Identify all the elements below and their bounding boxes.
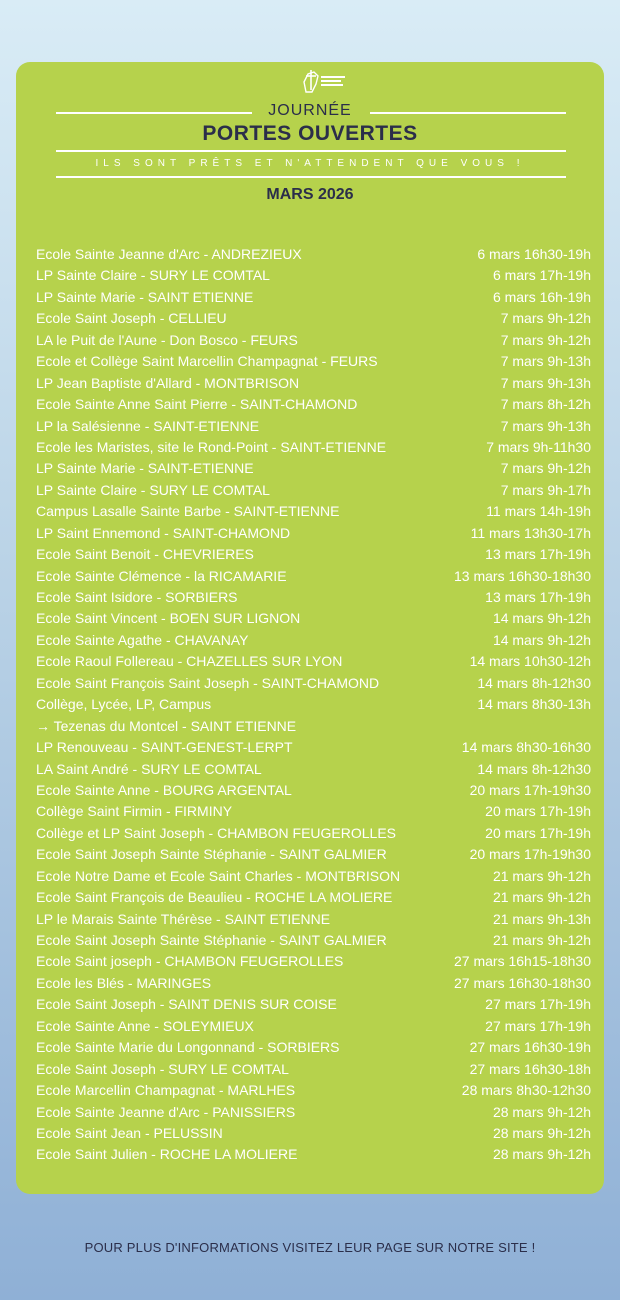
event-row xyxy=(36,287,591,308)
event-date: 14 mars 8h30-16h30 xyxy=(461,739,591,756)
event-name: Ecole les Maristes, site le Rond-Point - SAINT-ETIENNE xyxy=(36,438,387,455)
event-row xyxy=(36,330,591,351)
event-row xyxy=(36,587,591,608)
divider-bottom xyxy=(56,176,566,178)
event-date: 21 mars 9h-13h xyxy=(492,910,591,927)
event-date: 20 mars 17h-19h30 xyxy=(469,781,591,798)
event-name: Campus Lasalle Sainte Barbe - SAINT-ETIENNE xyxy=(36,503,340,520)
enseignement-catholique-logo xyxy=(300,68,350,94)
event-date: 7 mars 8h-12h xyxy=(500,396,591,413)
event-date: 27 mars 16h30-19h xyxy=(469,1039,591,1056)
event-row xyxy=(36,951,591,972)
event-date: 28 mars 9h-12h xyxy=(492,1103,591,1120)
event-row xyxy=(36,1037,591,1058)
event-date: 27 mars 16h15-18h30 xyxy=(454,953,591,970)
event-row xyxy=(36,673,591,694)
event-date: 7 mars 9h-11h30 xyxy=(486,438,591,455)
event-row xyxy=(36,630,591,651)
event-row xyxy=(36,458,591,479)
event-row xyxy=(36,994,591,1015)
event-name: Ecole Sainte Marie du Longonnand - SORBIERS xyxy=(36,1039,340,1056)
event-name: Ecole Saint Joseph - SURY LE COMTAL xyxy=(36,1060,289,1077)
event-name: Ecole Saint Isidore - SORBIERS xyxy=(36,589,238,605)
event-date: 6 mars 16h30-19h xyxy=(477,246,591,262)
event-name: Ecole les Blés - MARINGES xyxy=(36,974,212,991)
event-name: Collège Saint Firmin - FIRMINY xyxy=(36,803,233,820)
divider-mid xyxy=(56,150,566,152)
event-name: LA le Puit de l'Aune - Don Bosco - FEURS xyxy=(36,331,298,348)
event-date: 11 mars 14h-19h xyxy=(486,503,591,520)
event-row xyxy=(36,737,591,758)
event-name: Ecole Sainte Jeanne d'Arc - PANISSIERS xyxy=(36,1103,296,1120)
event-row xyxy=(36,1059,591,1080)
event-name: LP Sainte Marie - SAINT ETIENNE xyxy=(36,288,254,305)
event-row xyxy=(36,308,591,329)
event-row xyxy=(36,866,591,887)
event-name: Ecole Saint François de Beaulieu - ROCHE LA MOLIERE xyxy=(36,889,393,906)
event-row xyxy=(36,416,591,437)
event-row xyxy=(36,1123,591,1144)
event-name: Ecole Sainte Jeanne d'Arc - ANDREZIEUX xyxy=(36,246,302,262)
event-date: 11 mars 13h30-17h xyxy=(470,524,591,541)
tagline: ILS SONT PRÊTS ET N'ATTENDENT QUE VOUS ! xyxy=(95,158,525,169)
event-name: Collège, Lycée, LP, Campus xyxy=(36,696,212,713)
event-row xyxy=(36,244,591,265)
event-row xyxy=(36,909,591,930)
event-name: Ecole Saint Julien - ROCHE LA MOLIERE xyxy=(36,1146,298,1163)
event-row xyxy=(36,1102,591,1123)
event-date: 14 mars 8h30-13h xyxy=(477,696,591,713)
event-date: 14 mars 8h-12h30 xyxy=(477,760,591,777)
event-date: 13 mars 17h-19h xyxy=(485,589,591,605)
event-date: 7 mars 9h-12h xyxy=(500,310,591,327)
event-date: 27 mars 17h-19h xyxy=(485,1017,591,1034)
event-row xyxy=(36,759,591,780)
footer-note: POUR PLUS D'INFORMATIONS VISITEZ LEUR PAGE SUR NOTRE SITE ! xyxy=(84,1240,536,1255)
event-date: 7 mars 9h-17h xyxy=(500,481,591,498)
event-date: 28 mars 8h30-12h30 xyxy=(461,1082,591,1099)
event-row xyxy=(36,544,591,565)
event-date: 21 mars 9h-12h xyxy=(492,932,591,948)
event-date: 20 mars 17h-19h30 xyxy=(469,846,591,863)
event-date: 7 mars 9h-12h xyxy=(500,460,591,477)
event-row xyxy=(36,1144,591,1165)
event-date: 28 mars 9h-12h xyxy=(492,1124,591,1141)
title-portes-ouvertes: PORTES OUVERTES xyxy=(202,122,418,145)
event-name: Ecole Sainte Anne Saint Pierre - SAINT-CHAMOND xyxy=(36,396,358,413)
event-row xyxy=(36,1016,591,1037)
event-name: Ecole Sainte Agathe - CHAVANAY xyxy=(36,631,249,648)
event-row xyxy=(36,823,591,844)
event-row xyxy=(36,930,591,951)
event-name: Ecole Saint Jean - PELUSSIN xyxy=(36,1124,223,1141)
event-date: 14 mars 9h-12h xyxy=(492,631,591,648)
event-row xyxy=(36,1080,591,1101)
event-name: Ecole et Collège Saint Marcellin Champagnat - FEURS xyxy=(36,353,378,370)
event-row xyxy=(36,265,591,286)
event-row xyxy=(36,844,591,865)
event-name: → Tezenas du Montcel - SAINT ETIENNE xyxy=(36,717,297,734)
event-name: Ecole Saint joseph - CHAMBON FEUGEROLLES xyxy=(36,953,344,970)
title-journee: JOURNÉE xyxy=(268,102,352,119)
event-name: LP Saint Ennemond - SAINT-CHAMOND xyxy=(36,524,291,541)
event-name: Ecole Raoul Follereau - CHAZELLES SUR LYON xyxy=(36,653,343,670)
event-date: 27 mars 16h30-18h xyxy=(469,1060,591,1077)
event-name: Ecole Saint Joseph - CELLIEU xyxy=(36,310,227,327)
event-name: LP le Marais Sainte Thérèse - SAINT ETIENNE xyxy=(36,910,331,927)
event-name: LP Sainte Claire - SURY LE COMTAL xyxy=(36,267,270,284)
month-heading: MARS 2026 xyxy=(266,186,354,203)
event-name: Ecole Sainte Anne - BOURG ARGENTAL xyxy=(36,781,292,798)
event-name: Ecole Saint François Saint Joseph - SAINT-CHAMOND xyxy=(36,674,380,691)
event-date: 7 mars 9h-13h xyxy=(500,353,591,370)
event-card xyxy=(16,62,604,1194)
event-row xyxy=(36,437,591,458)
event-name: Ecole Sainte Anne - SOLEYMIEUX xyxy=(36,1017,254,1034)
event-date: 13 mars 17h-19h xyxy=(485,546,591,563)
event-date: 14 mars 10h30-12h xyxy=(469,653,591,670)
event-row xyxy=(36,523,591,544)
event-date: 20 mars 17h-19h xyxy=(485,824,591,841)
event-row xyxy=(36,480,591,501)
event-row xyxy=(36,501,591,522)
event-date: 21 mars 9h-12h xyxy=(492,867,591,884)
event-list xyxy=(36,244,591,1166)
event-date: 27 mars 17h-19h xyxy=(485,996,591,1013)
event-date: 14 mars 9h-12h xyxy=(492,610,591,627)
event-name: Ecole Saint Benoit - CHEVRIERES xyxy=(36,546,254,563)
event-name: LA Saint André - SURY LE COMTAL xyxy=(36,760,262,777)
event-date: 7 mars 9h-13h xyxy=(500,374,591,391)
event-date: 6 mars 17h-19h xyxy=(492,267,591,284)
event-name: Ecole Marcellin Champagnat - MARLHES xyxy=(36,1082,296,1099)
event-row xyxy=(36,780,591,801)
event-row xyxy=(36,973,591,994)
event-row xyxy=(36,351,591,372)
event-row xyxy=(36,887,591,908)
event-name: Ecole Saint Joseph Sainte Stéphanie - SAINT GALMIER xyxy=(36,932,387,948)
event-name: Ecole Notre Dame et Ecole Saint Charles - MONTBRISON xyxy=(36,867,401,884)
event-date: 21 mars 9h-12h xyxy=(492,889,591,906)
event-name: Collège et LP Saint Joseph - CHAMBON FEUGEROLLES xyxy=(36,824,397,841)
event-row xyxy=(36,394,591,415)
event-name: LP Renouveau - SAINT-GENEST-LERPT xyxy=(36,739,293,756)
event-date: 27 mars 16h30-18h30 xyxy=(454,974,591,991)
event-row xyxy=(36,716,591,737)
event-name: Ecole Saint Joseph - SAINT DENIS SUR COISE xyxy=(36,996,337,1013)
event-row xyxy=(36,651,591,672)
event-name: LP Jean Baptiste d'Allard - MONTBRISON xyxy=(36,374,300,391)
event-date: 7 mars 9h-12h xyxy=(500,331,591,348)
event-row xyxy=(36,566,591,587)
event-name: LP Sainte Marie - SAINT-ETIENNE xyxy=(36,460,254,477)
event-name: Ecole Saint Vincent - BOEN SUR LIGNON xyxy=(36,610,301,627)
event-date: 20 mars 17h-19h xyxy=(485,803,591,820)
event-name: Ecole Sainte Clémence - la RICAMARIE xyxy=(36,567,287,584)
event-date: 7 mars 9h-13h xyxy=(500,417,591,434)
event-row xyxy=(36,694,591,715)
event-date: 28 mars 9h-12h xyxy=(492,1146,591,1163)
event-row xyxy=(36,608,591,629)
event-date: 6 mars 16h-19h xyxy=(492,288,591,305)
event-row xyxy=(36,373,591,394)
event-name: LP la Salésienne - SAINT-ETIENNE xyxy=(36,417,260,434)
event-row xyxy=(36,801,591,822)
event-name: Ecole Saint Joseph Sainte Stéphanie - SAINT GALMIER xyxy=(36,846,387,863)
event-date: 14 mars 8h-12h30 xyxy=(477,674,591,691)
event-date: 13 mars 16h30-18h30 xyxy=(454,567,591,584)
event-name: LP Sainte Claire - SURY LE COMTAL xyxy=(36,481,270,498)
